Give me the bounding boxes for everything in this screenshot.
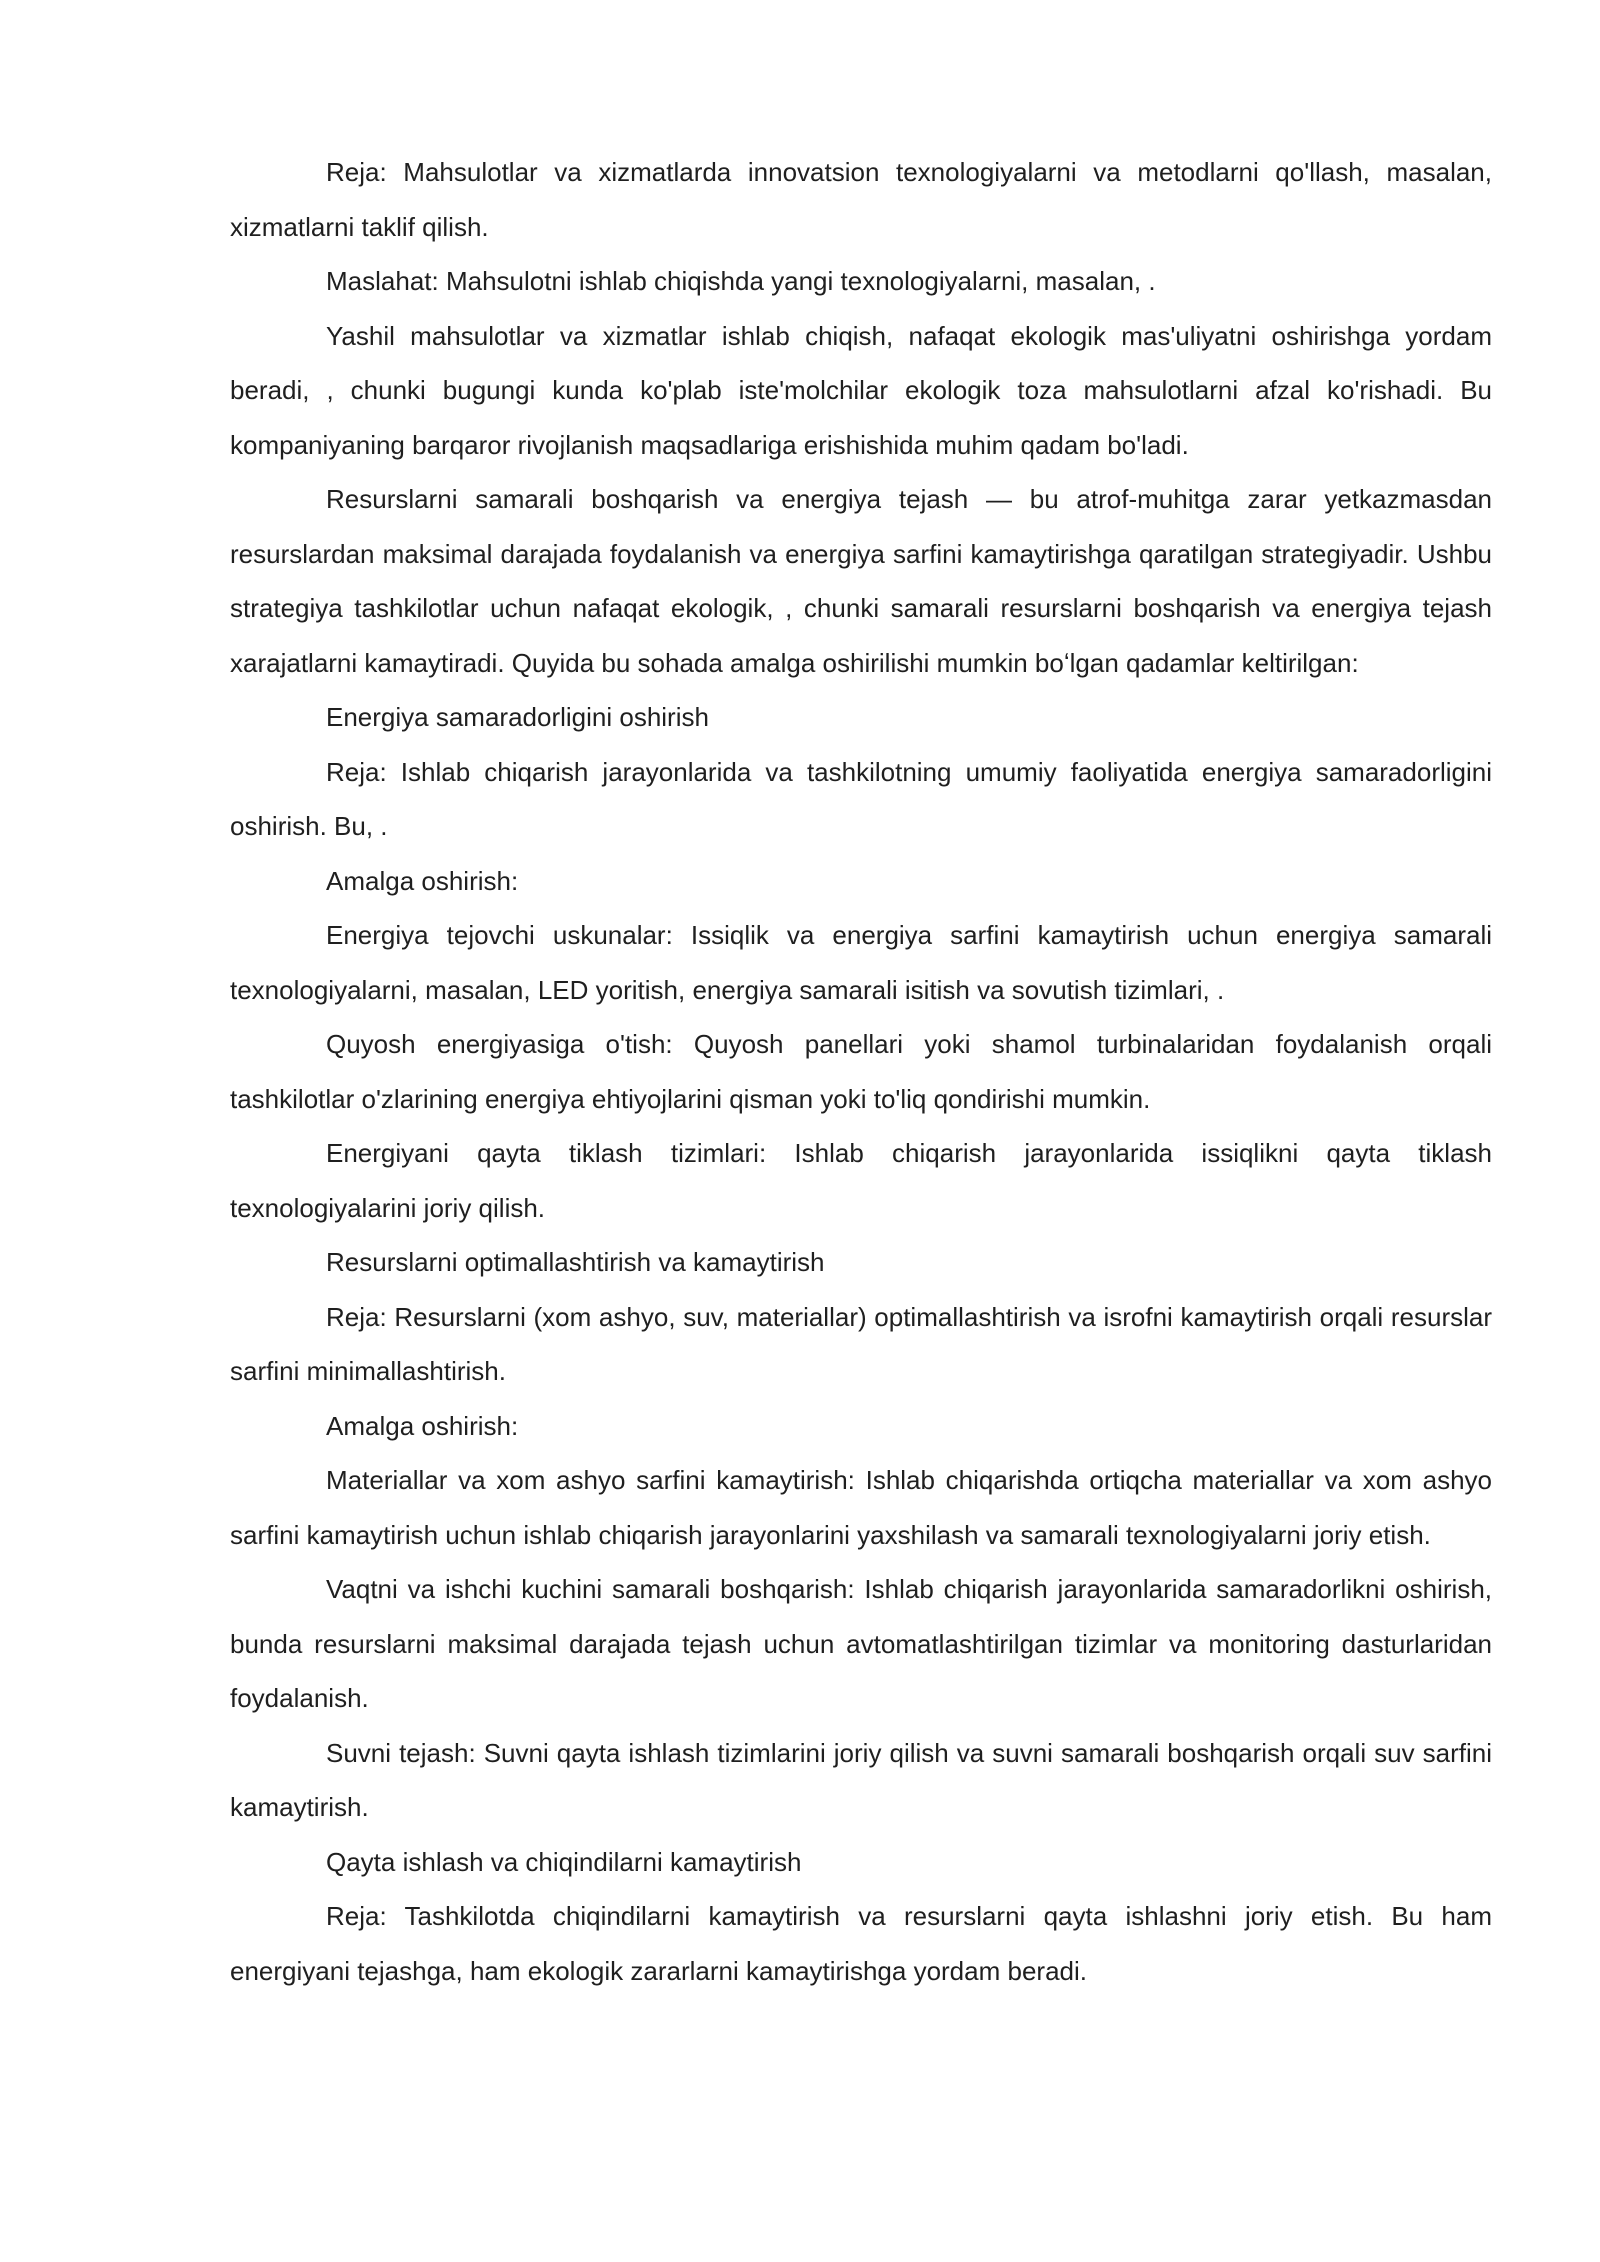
paragraph-quyosh-energiyasi: Quyosh energiyasiga o'tish: Quyosh panellari yoki shamol turbinalaridan foydalanish orqali tashkilotlar o'zlarining energiya ehtiyojlarini qisman yoki to'liq qondirishi mumkin. bbox=[230, 1029, 1492, 1114]
paragraph-materiallar: Materiallar va xom ashyo sarfini kamaytirish: Ishlab chiqarishda ortiqcha materiallar va xom ashyo sarfini kamaytirish uchun ishlab chiqarish jarayonlarini yaxshilash va samarali texnologiyalarni joriy etish. bbox=[230, 1465, 1492, 1550]
section-heading-energiya-samaradorligi: Energiya samaradorligini oshirish bbox=[326, 702, 709, 732]
paragraph-suvni-tejash: Suvni tejash: Suvni qayta ishlash tizimlarini joriy qilish va suvni samarali boshqarish orqali suv sarfini kamaytirish. bbox=[230, 1737, 1492, 1822]
document-body bbox=[230, 145, 1492, 1998]
paragraph-reja-resurslar: Reja: Resurslarni (xom ashyo, suv, materiallar) optimallashtirish va isrofni kamaytirish orqali resurslar sarfini minimallashtirish. bbox=[230, 1301, 1492, 1386]
paragraph-amalga-oshirish-2: Amalga oshirish: bbox=[326, 1410, 519, 1441]
section-heading-resurslarni-optimallashtirish: Resurslarni optimallashtirish va kamaytirish bbox=[326, 1247, 825, 1277]
paragraph-reja-innovatsion: Reja: Mahsulotlar va xizmatlarda innovatsion texnologiyalarni va metodlarni qo'llash, masalan, xizmatlarni taklif qilish. bbox=[230, 157, 1492, 242]
section-heading-qayta-ishlash: Qayta ishlash va chiqindilarni kamaytirish bbox=[326, 1846, 802, 1877]
paragraph-energiya-tejovchi: Energiya tejovchi uskunalar: Issiqlik va energiya sarfini kamaytirish uchun energiya samarali texnologiyalarni, masalan, LED yoritish, energiya samarali isitish va sovutish tizimlari, . bbox=[230, 920, 1492, 1005]
paragraph-energiyani-qayta-tiklash: Energiyani qayta tiklash tizimlari: Ishlab chiqarish jarayonlarida issiqlikni qayta tiklash texnologiyalarini joriy qilish. bbox=[230, 1138, 1492, 1223]
paragraph-resurslarni-boshqarish: Resurslarni samarali boshqarish va energiya tejash — bu atrof-muhitga zarar yetkazmasdan resurslardan maksimal darajada foydalanish va energiya sarfini kamaytirishga qaratilgan strategiyadir. Ushbu strategiya tashkilotlar uchun nafaqat ekologik, , chunki samarali resurslarni boshqarish va energiya tejash xarajatlarni kamaytiradi. Quyida bu sohada amalga oshirilishi mumkin boʻlgan qadamlar keltirilgan: bbox=[230, 484, 1492, 678]
paragraph-reja-energiya: Reja: Ishlab chiqarish jarayonlarida va tashkilotning umumiy faoliyatida energiya samaradorligini oshirish. Bu, . bbox=[230, 756, 1492, 841]
paragraph-yashil-mahsulotlar: Yashil mahsulotlar va xizmatlar ishlab chiqish, nafaqat ekologik mas'uliyatni oshirishga yordam beradi, , chunki bugungi kunda ko'plab iste'molchilar ekologik toza mahsulotlarni afzal ko'rishadi. Bu kompaniyaning barqaror rivojlanish maqsadlariga erishishida muhim qadam bo'ladi. bbox=[230, 320, 1492, 460]
paragraph-maslahat: Maslahat: Mahsulotni ishlab chiqishda yangi texnologiyalarni, masalan, . bbox=[326, 266, 1156, 296]
paragraph-amalga-oshirish-1: Amalga oshirish: bbox=[326, 865, 519, 896]
paragraph-reja-chiqindilar: Reja: Tashkilotda chiqindilarni kamaytirish va resurslarni qayta ishlashni joriy etish. Bu ham energiyani tejashga, ham ekologik zararlarni kamaytirishga yordam beradi. bbox=[230, 1901, 1492, 1986]
paragraph-vaqtni-boshqarish: Vaqtni va ishchi kuchini samarali boshqarish: Ishlab chiqarish jarayonlarida samaradorlikni oshirish, bunda resurslarni maksimal darajada tejash uchun avtomatlashtirilgan tizimlar va monitoring dasturlaridan foydalanish. bbox=[230, 1574, 1492, 1713]
